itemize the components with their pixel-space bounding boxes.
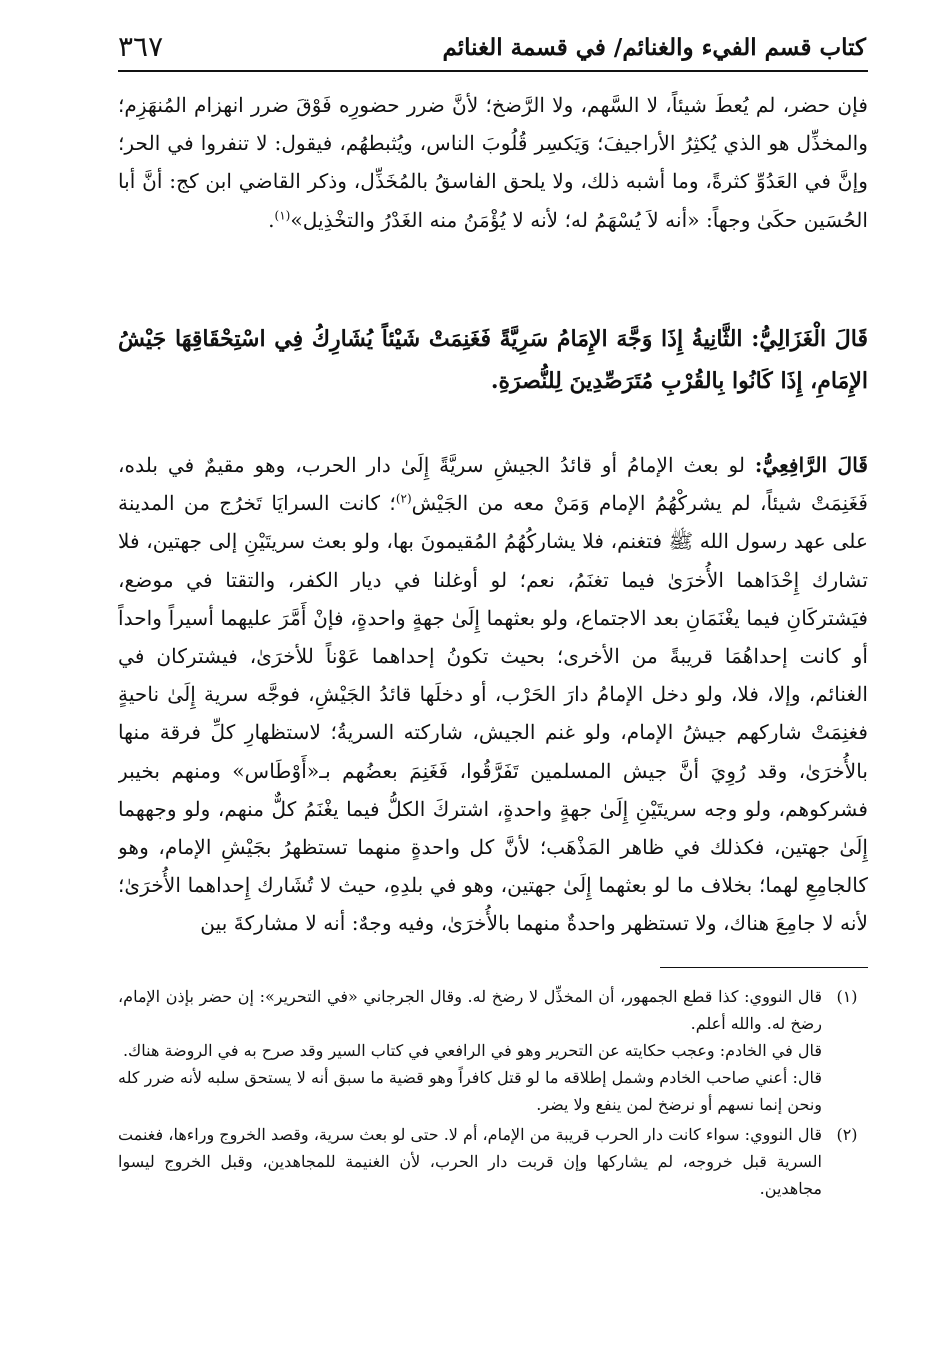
footnote-number: (٢): [836, 1125, 858, 1144]
footnote-ref-1: (١): [274, 207, 291, 222]
footnote-2: [118, 1121, 868, 1202]
footnotes: [118, 983, 868, 1202]
rafii-text-part2: ؛ كانت السرايَا تَخرُج من المدينة على عهد رسول الله ﷺ فتغنم، فلا يشاركُهُمُ المُقيمونَ بها، ولو بعث سريتَيْنِ إلى جهتين، فلا تشارك إِحْدَاهما الأُخرَىٰ فيما تغنَمُ، نعم؛ لو أوغلنا في ديار الكفر، والتقتا في موضع، فيَشتركَانِ فيما يغْنَمَانِ بعد الاجتماع، ولو بعثهما إِلَىٰ جهةٍ واحدةٍ، فإنْ أَمَّرَ عليهما أسيراً واحداً أو كانت إحداهُمَا قريبةً من الأخرى؛ بحيث تكونُ إحداهما عَوْناً للأخرَىٰ، فيشتركان في الغنائم، وإلا، فلا، ولو دخل الإمامُ دارَ الحَرْب، أو دخلَها قائدُ الجَيْشِ، فوجَّه سرية إِلَىٰ ناحيةٍ فغنِمَتْ شاركهم جيشُ الإمام، ولو غنم الجيش، شاركته السريةُ؛ لاستظهارِ كلِّ فرقة منها بالأُخرَىٰ، وقد رُوِيَ أنَّ جيش المسلمين تَفَرَّقُوا، فَغَنِمَ بعضُهم بـ«أَوْطَاس» ومنهم بخيبر فشركوهم، ولو وجه سريتَيْنِ إِلَىٰ جهةٍ واحدةٍ، اشتركَ الكلُّ فيما يغْنَمُ كلٌّ منهم، ولو وجههما إِلَىٰ جهتين، فكذلك في ظاهر المَذْهَب؛ لأنَّ كل واحدةٍ منهما تستظهرُ بجَيْشِ الإمام، وهو كالجامِعِ لهما؛ بخلاف ما لو بعثهما إِلَىٰ جهتين، وهو في بلدِهِ، حيث لا تُشَارك إِحداهما الأُخرَىٰ؛ لأنه لا جامِعَ هناك، ولا تستظهر واحدةٌ منهما بالأُخرَىٰ، وفيه وجهٌ: أنه لا مشاركةَ بين: [118, 491, 868, 936]
rafii-speaker-label: قَالَ الرَّافِعِيُّ:: [754, 453, 868, 477]
footnote-paragraph: قال النووي: كذا قطع الجمهور، أن المخذِّل لا رضخ له. وقال الجرجاني «في التحرير»: إن حضر بإذن الإمام، رضخ له. والله أعلم.: [118, 987, 822, 1033]
intro-text: فإن حضر، لم يُعطَ شيئاً، لا السَّهم، ولا الرَّضخ؛ لأنَّ ضرر حضورِه فَوْقَ ضرر انهزام المُنهَزِم؛ والمخذِّل هو الذي يُكثِرُ الأراجيفَ؛ وَيَكسِر قُلُوبَ الناس، ويُثبطهُم، فيقول: لا تنفروا في الحر؛ وإنَّ في العَدُوِّ كثرةً، وما أشبه ذلك، ولا يلحق الفاسقُ بالمُخَذِّل، وذكر القاضي ابن كج: أنَّ أبا الحُسَين حكَىٰ وجهاً: «أنه لاَ يُسْهَمُ له؛ لأنه لا يُؤْمَنُ منه الغَدْرُ والتخْذِيل»: [118, 93, 868, 232]
ghazali-paragraph: [118, 318, 868, 402]
footnote-paragraph: قال النووي: سواء كانت دار الحرب قريبة من الإمام، أم لا. حتى لو بعث سرية، وقصد الخروج وراءها، فغنمت السرية قبل خروجه، لم يشاركها وإن قربت دار الحرب، لأن الغنيمة للمجاهدين، وقبل الخروج ليسوا مجاهدين.: [118, 1125, 822, 1198]
ghazali-text: الثَّانِيةُ إِذَا وَجَّهَ الإِمَامُ سَرِيَّةً فَغَنِمَتْ شَيْئاً يُشَارِكُ فِي اسْتِحْقَاقِهَا جَيْشُ الإِمَامِ، إِذَا كَانُوا بِالقُرْبِ مُتَرَصِّدِينَ لِلنُّصرَةِ.: [118, 326, 868, 394]
section-gap: [118, 402, 868, 446]
footnote-ref-2: (٢): [395, 491, 412, 506]
intro-end-mark: .: [268, 207, 275, 232]
page-header: [118, 30, 866, 66]
running-title: كتاب قسم الفيء والغنائم/ في قسمة الغنائم: [442, 34, 866, 61]
footnote-rule: [660, 967, 868, 968]
rafii-text-part1: لو بعث الإمامُ أو قائدُ الجيشِ سريَّةً إِلَىٰ دار الحرب، وهو مقيمٌ في بلده، فَغَنِمَتْ شيئاً، لم يشركْهُمُ الإمام وَمَنْ معه من الجَيْش: [118, 453, 868, 516]
main-text: [118, 86, 868, 954]
footnote-number: (١): [836, 987, 858, 1006]
footnote-1: [118, 983, 868, 1118]
rafii-paragraph: [118, 446, 868, 954]
page-number: ٣٦٧: [118, 30, 164, 63]
header-rule: [118, 70, 868, 72]
section-gap: [118, 278, 868, 318]
intro-paragraph: [118, 86, 868, 278]
footnote-paragraph: قال: أعني صاحب الخادم وشمل إطلاقه ما لو قتل كافراً وهو قضية ما سبق أنه لا يستحق سلبه لأنه ضرر كله ونحن إنما نسهم أو نرضخ لمن ينفع ولا يضر.: [118, 1068, 823, 1114]
footnote-paragraph: قال في الخادم: وعجب حكايته عن التحرير وهو في الرافعي في كتاب السير وقد صرح به في الروضة هناك.: [122, 1041, 822, 1060]
ghazali-speaker-label: قَالَ الْغَزَالِيُّ:: [751, 326, 868, 352]
